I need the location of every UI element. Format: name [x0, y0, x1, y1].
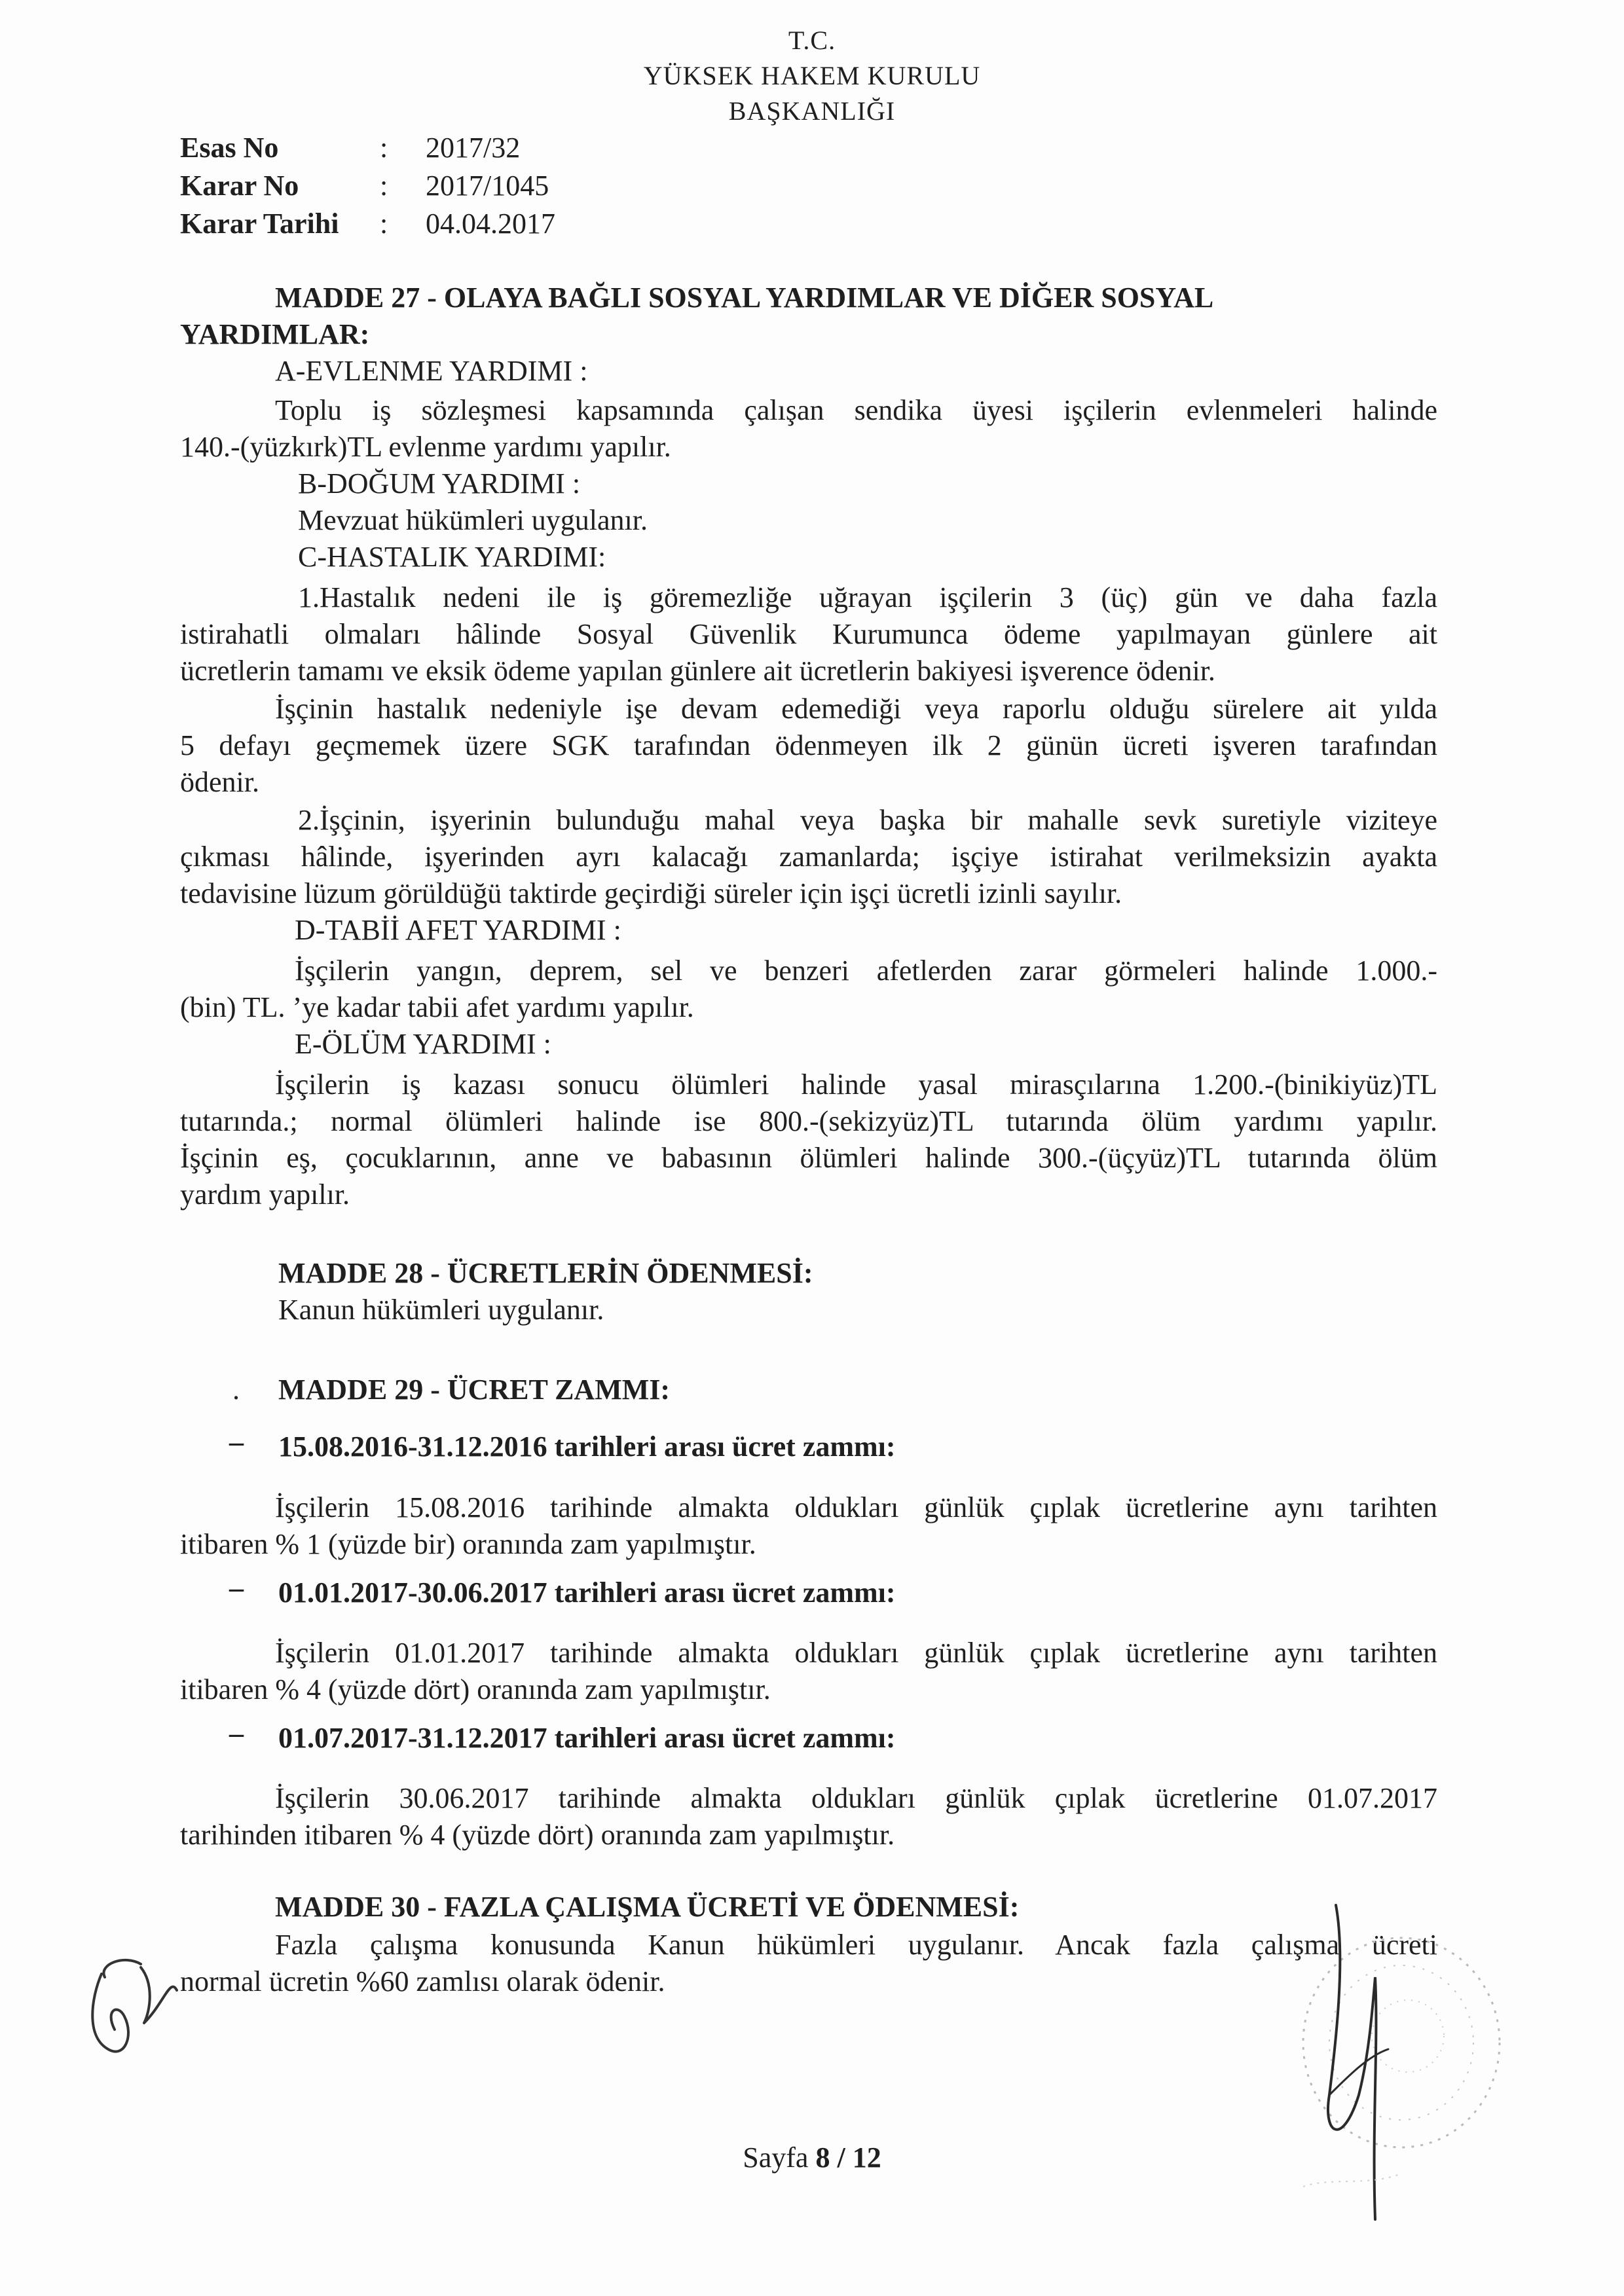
madde-30-text-1: Fazla çalışma konusunda Kanun hükümleri uygulanır. Ancak fazla çalışma ücreti: [275, 1929, 1437, 1961]
meta-label: Esas No: [180, 132, 279, 164]
zam-period-3-line-2: tarihinden itibaren % 4 (yüzde dört) oranında zam yapılmıştır.: [180, 1819, 895, 1851]
meta-colon: :: [380, 208, 388, 240]
meta-label: Karar No: [180, 170, 299, 202]
header-institution: YÜKSEK HAKEM KURULU: [643, 61, 981, 90]
madde-28-title: MADDE 28 - ÜCRETLERİN ÖDENMESİ:: [278, 1257, 813, 1289]
madde-27-title-cont: YARDIMLAR:: [180, 318, 370, 350]
hastalik-1-line-2: istirahatli olmaları hâlinde Sosyal Güvenlik Kurumunca ödeme yapılmayan günlere ait: [180, 618, 1437, 650]
bullet-dash: –: [229, 1717, 244, 1749]
evlenme-text-2: 140.-(yüzkırk)TL evlenme yardımı yapılır.: [180, 431, 671, 463]
meta-label: Karar Tarihi: [180, 208, 339, 240]
hastalik-2-line-1: 2.İşçinin, işyerinin bulunduğu mahal veya başka bir mahalle sevk suretiyle viziteye: [298, 804, 1437, 836]
zam-period-1-line-1: İşçilerin 15.08.2016 tarihinde almakta oldukları günlük çıplak ücretlerine aynı tarihten: [275, 1491, 1437, 1523]
madde-30-text-2: normal ücretin %60 zamlısı olarak ödenir.: [180, 1965, 665, 1997]
madde-30-title: MADDE 30 - FAZLA ÇALIŞMA ÜCRETİ VE ÖDENMESİ:: [275, 1891, 1020, 1923]
page-separator: /: [830, 2141, 853, 2174]
header-tc: T.C.: [788, 26, 836, 55]
page-prefix: Sayfa: [743, 2141, 816, 2174]
hastalik-1-line-1: 1.Hastalık nedeni ile iş göremezliğe uğrayan işçilerin 3 (üç) gün ve daha fazla: [298, 581, 1437, 613]
zam-period-1-heading: 15.08.2016-31.12.2016 tarihleri arası ücret zammı:: [278, 1430, 896, 1463]
zam-period-3-heading: 01.07.2017-31.12.2017 tarihleri arası ücret zammı:: [278, 1722, 896, 1754]
afet-heading: D-TABİİ AFET YARDIMI :: [295, 914, 621, 946]
afet-text-2: (bin) TL. ’ye kadar tabii afet yardımı yapılır.: [180, 991, 694, 1023]
olum-heading: E-ÖLÜM YARDIMI :: [295, 1028, 551, 1060]
bullet-dash: –: [229, 1572, 244, 1604]
meta-row-tarih: [180, 207, 638, 246]
meta-value: 04.04.2017: [426, 208, 555, 240]
bullet-dash: –: [229, 1426, 244, 1458]
madde-28-text: Kanun hükümleri uygulanır.: [278, 1294, 604, 1326]
dogum-text: Mevzuat hükümleri uygulanır.: [298, 504, 648, 536]
olum-text-2: tutarında.; normal ölümleri halinde ise 800.-(sekizyüz)TL tutarında ölüm yardımı yapılır.: [180, 1105, 1437, 1137]
zam-period-2-line-2: itibaren % 4 (yüzde dört) oranında zam yapılmıştır.: [180, 1673, 771, 1705]
zam-period-3-line-1: İşçilerin 30.06.2017 tarihinde almakta oldukları günlük çıplak ücretlerine 01.07.2017: [275, 1782, 1437, 1814]
evlenme-heading: A-EVLENME YARDIMI :: [275, 355, 588, 387]
zam-period-2-line-1: İşçilerin 01.01.2017 tarihinde almakta oldukları günlük çıplak ücretlerine aynı tarihten: [275, 1637, 1437, 1669]
olum-text-3: İşçinin eş, çocuklarının, anne ve babasının ölümleri halinde 300.-(üçyüz)TL tutarında ölüm: [180, 1142, 1437, 1174]
meta-colon: :: [380, 170, 388, 202]
meta-value: 2017/1045: [426, 170, 549, 202]
hastalik-1-line-3: ücretlerin tamamı ve eksik ödeme yapılan günlere ait ücretlerin bakiyesi işverence ödenir.: [180, 655, 1215, 687]
handwritten-initial-icon: [79, 1938, 183, 2069]
hastalik-2-line-2: çıkması hâlinde, işyerinden ayrı kalacağı zamanlarda; işçiye istirahat verilmeksizin ayakta: [180, 841, 1437, 873]
madde-29-title: MADDE 29 - ÜCRET ZAMMI:: [278, 1374, 671, 1406]
olum-text-1: İşçilerin iş kazası sonucu ölümleri halinde yasal mirasçılarına 1.200.-(binikiyüz)TL: [275, 1068, 1437, 1101]
zam-period-2-heading: 01.01.2017-30.06.2017 tarihleri arası ücret zammı:: [278, 1576, 896, 1609]
hastalik-1b-line-3: ödenir.: [180, 766, 259, 798]
page-current: 8: [815, 2141, 830, 2174]
header-presidency: BAŞKANLIĞI: [728, 96, 896, 126]
hastalik-2-line-3: tedavisine lüzum görüldüğü taktirde geçirdiği süreler için işçi ücretli izinli sayılır.: [180, 877, 1122, 909]
page-total: 12: [852, 2141, 881, 2174]
meta-value: 2017/32: [426, 132, 521, 164]
madde-27-title: MADDE 27 - OLAYA BAĞLI SOSYAL YARDIMLAR VE DİĞER SOSYAL: [275, 282, 1214, 314]
hastalik-heading: C-HASTALIK YARDIMI:: [298, 541, 606, 573]
hastalik-1b-line-1: İşçinin hastalık nedeniyle işe devam edemediği veya raporlu olduğu sürelere ait yılda: [275, 693, 1437, 725]
zam-period-1-line-2: itibaren % 1 (yüzde bir) oranında zam yapılmıştır.: [180, 1528, 756, 1560]
madde-29-dot: .: [232, 1374, 240, 1406]
afet-text-1: İşçilerin yangın, deprem, sel ve benzeri afetlerden zarar görmeleri halinde 1.000.-: [295, 955, 1437, 987]
evlenme-text-1: Toplu iş sözleşmesi kapsamında çalışan sendika üyesi işçilerin evlenmeleri halinde: [275, 394, 1437, 426]
olum-text-4: yardım yapılır.: [180, 1178, 350, 1211]
meta-colon: :: [380, 132, 388, 164]
dogum-heading: B-DOĞUM YARDIMI :: [298, 467, 581, 500]
hastalik-1b-line-2: 5 defayı geçmemek üzere SGK tarafından ödenmeyen ilk 2 günün ücreti işveren tarafından: [180, 729, 1437, 761]
signature-stamp-icon: [1238, 1879, 1513, 2246]
meta-row-esas: [180, 131, 638, 170]
meta-row-karar: [180, 169, 638, 208]
